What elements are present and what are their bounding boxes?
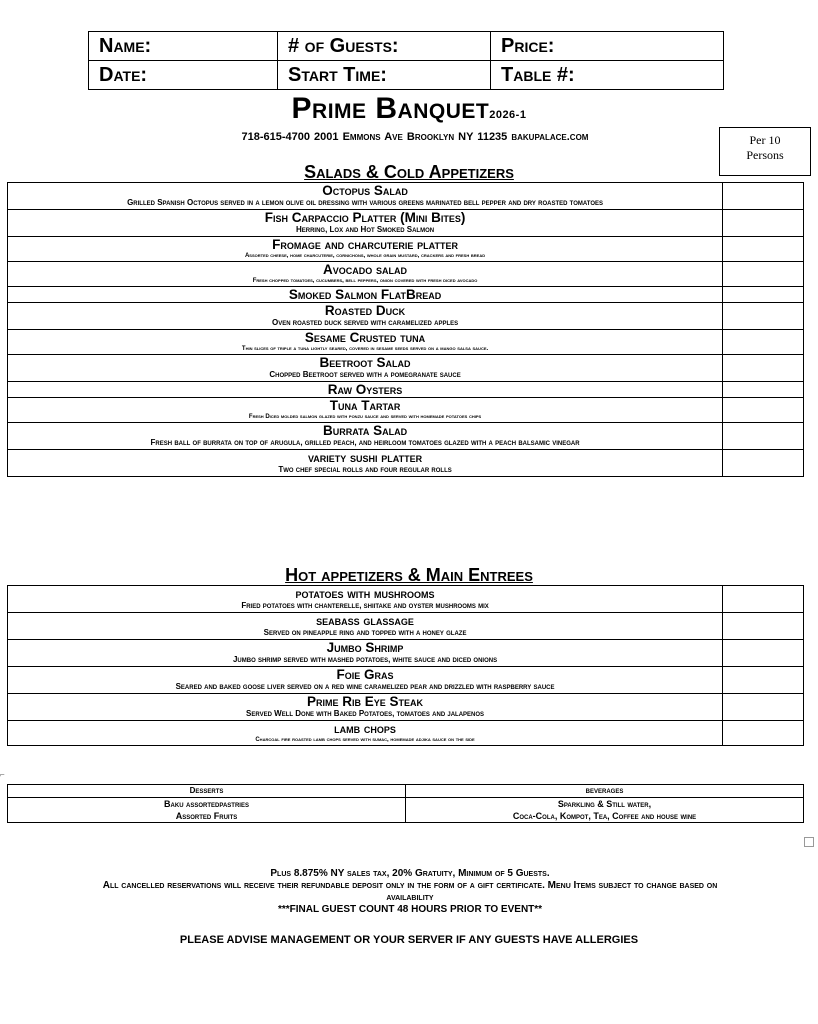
event-info-table xyxy=(88,31,724,90)
menu-item-description: Seared and baked goose liver served on a red wine caramelized pear and drizzled with raspberry sauce xyxy=(175,682,555,691)
menu-item-name: potatoes with mushrooms xyxy=(295,586,435,601)
menu-item xyxy=(8,262,723,287)
menu-item xyxy=(8,355,723,382)
desserts-header: Desserts xyxy=(8,785,406,798)
table-number-field[interactable]: Table #: xyxy=(491,61,724,90)
dessert-item: Assorted Fruits xyxy=(175,811,238,821)
menu-item xyxy=(8,450,723,477)
menu-item xyxy=(8,183,723,210)
price-cell[interactable] xyxy=(723,613,804,640)
footer-line: Plus 8.875% NY sales tax, 20% Gratuity, Minimum of 5 Guests. xyxy=(270,868,550,879)
menu-item-name: Jumbo Shrimp xyxy=(326,640,404,655)
menu-item xyxy=(8,330,723,355)
menu-row xyxy=(8,355,804,382)
menu-item-description: Jumbo shrimp served with mashed potatoes, white sauce and diced onions xyxy=(232,655,498,664)
price-cell[interactable] xyxy=(723,398,804,423)
menu-title xyxy=(0,92,818,126)
menu-row xyxy=(8,721,804,746)
desserts-beverages-table xyxy=(7,784,804,823)
menu-row xyxy=(8,423,804,450)
menu-row xyxy=(8,330,804,355)
menu-row xyxy=(8,382,804,398)
price-cell[interactable] xyxy=(723,330,804,355)
menu-item-description: Chopped Beetroot served with a pomegranate sauce xyxy=(269,370,461,379)
per-persons-line-2: Persons xyxy=(746,148,784,162)
beverages-header: beverages xyxy=(406,785,804,798)
footer-notes xyxy=(90,868,730,916)
menu-item-name: Avocado salad xyxy=(323,262,408,277)
menu-row xyxy=(8,613,804,640)
menu-item xyxy=(8,694,723,721)
menu-item xyxy=(8,382,723,398)
menu-item-description: Served on pineapple ring and topped with a honey glaze xyxy=(263,628,467,637)
menu-row xyxy=(8,210,804,237)
price-cell[interactable] xyxy=(723,210,804,237)
menu-item-description: Grilled Spanish Octopus served in a lemon olive oil dressing with various greens marinated bell pepper and dry roasted tomatoes xyxy=(127,198,604,207)
menu-item-name: Fish Carpaccio Platter (Mini Bites) xyxy=(264,210,466,225)
menu-item xyxy=(8,640,723,667)
beverage-item: Coca-Cola, Kompot, Tea, Coffee and house wine xyxy=(512,811,697,821)
menu-item-name: Tuna Tartar xyxy=(329,398,401,413)
price-cell[interactable] xyxy=(723,640,804,667)
per-persons-line-1: Per 10 xyxy=(749,133,781,147)
cold-menu-table xyxy=(7,182,804,477)
price-cell[interactable] xyxy=(723,382,804,398)
menu-row xyxy=(8,237,804,262)
menu-row xyxy=(8,694,804,721)
menu-item xyxy=(8,303,723,330)
price-cell[interactable] xyxy=(723,721,804,746)
price-cell[interactable] xyxy=(723,287,804,303)
menu-item-name: variety sushi platter xyxy=(307,450,423,465)
menu-item-description: Fresh chopped tomatoes, cucumbers, bell peppers, onion covered with fresh diced avocado xyxy=(252,278,478,284)
menu-row xyxy=(8,667,804,694)
start-time-field[interactable]: Start Time: xyxy=(278,61,491,90)
menu-item xyxy=(8,423,723,450)
cold-section-title: Salads & Cold Appetizers xyxy=(304,162,514,182)
menu-item-name: Smoked Salmon FlatBread xyxy=(288,287,442,302)
menu-item-description: Fresh ball of burrata on top of arugula, grilled peach, and heirloom tomatoes glazed with a peach balsamic vinegar xyxy=(150,438,580,447)
menu-row xyxy=(8,586,804,613)
menu-item-name: lamb chops xyxy=(334,721,396,736)
menu-item-name: Beetroot Salad xyxy=(319,355,411,370)
menu-item xyxy=(8,613,723,640)
menu-item-description: Assorted cheese, home charcuterie, cornichons, whole grain mustard, crackers and fresh bread xyxy=(244,253,486,259)
menu-item xyxy=(8,586,723,613)
menu-item xyxy=(8,287,723,303)
price-cell[interactable] xyxy=(723,262,804,287)
price-cell[interactable] xyxy=(723,586,804,613)
menu-code: 2026-1 xyxy=(489,109,527,121)
price-cell[interactable] xyxy=(723,450,804,477)
menu-item xyxy=(8,237,723,262)
menu-item-name: Fromage and charcuterie platter xyxy=(272,237,458,252)
beverage-item: Sparkling & Still water, xyxy=(557,799,652,809)
menu-item-description: Charcoal fire roasted lamb chops served with sumac, homemade adjika sauce on the side xyxy=(255,737,475,743)
dessert-item: Baku assortedpastries xyxy=(164,799,249,809)
menu-item-name: seabass glassage xyxy=(316,613,414,628)
name-field[interactable]: Name: xyxy=(89,32,278,61)
menu-item-name: Burrata Salad xyxy=(322,423,408,438)
menu-item xyxy=(8,398,723,423)
menu-item-description: Fresh Diced molded salmon glazed with ponzu sauce and served with homemade potatoes chips xyxy=(248,414,482,420)
menu-item xyxy=(8,721,723,746)
guests-field[interactable]: # of Guests: xyxy=(278,32,491,61)
menu-item-name: Sesame Crusted tuna xyxy=(304,330,426,345)
menu-item-description: Two chef special rolls and four regular rolls xyxy=(278,465,452,474)
menu-row xyxy=(8,287,804,303)
menu-item-name: Foie Gras xyxy=(336,667,394,682)
menu-item-description: Herring, Lox and Hot Smoked Salmon xyxy=(295,225,435,234)
menu-row xyxy=(8,303,804,330)
hot-section-title: Hot appetizers & Main Entrees xyxy=(285,565,533,585)
hot-menu-table xyxy=(7,585,804,746)
anchor-marker: ⌐ xyxy=(0,770,5,779)
footer-line: ***FINAL GUEST COUNT 48 HOURS PRIOR TO EVENT** xyxy=(277,904,543,915)
menu-row xyxy=(8,262,804,287)
menu-item-description: Served Well Done with Baked Potatoes, tomatoes and jalapenos xyxy=(246,709,485,718)
menu-item xyxy=(8,667,723,694)
contact-line: 718-615-4700 2001 Emmons Ave Brooklyn NY 11235 bakupalace.com xyxy=(241,131,589,143)
price-cell[interactable] xyxy=(723,667,804,694)
menu-item-description: Fried potatoes with chanterelle, shiitake and oyster mushrooms mix xyxy=(241,601,489,610)
menu-item-description: Thin slices of triple a tuna lightly seared, covered in sesame seeds served on a mango salsa sauce. xyxy=(241,346,489,352)
menu-title-text: Prime Banquet xyxy=(291,92,490,125)
menu-item-name: Raw Oysters xyxy=(327,382,403,397)
date-field[interactable]: Date: xyxy=(89,61,278,90)
price-cell[interactable] xyxy=(723,237,804,262)
menu-row xyxy=(8,450,804,477)
menu-item-name: Prime Rib Eye Steak xyxy=(307,694,424,709)
menu-row xyxy=(8,183,804,210)
menu-item-name: Roasted Duck xyxy=(324,303,406,318)
price-field[interactable]: Price: xyxy=(491,32,724,61)
menu-row xyxy=(8,640,804,667)
price-cell[interactable] xyxy=(723,303,804,330)
allergy-notice: PLEASE ADVISE MANAGEMENT OR YOUR SERVER IF ANY GUESTS HAVE ALLERGIES xyxy=(179,934,639,946)
menu-item-description: Oven roasted duck served with caramelized apples xyxy=(271,318,459,327)
price-cell[interactable] xyxy=(723,694,804,721)
menu-item xyxy=(8,210,723,237)
menu-item-name: Octopus Salad xyxy=(322,183,408,198)
price-cell[interactable] xyxy=(723,355,804,382)
price-cell[interactable] xyxy=(723,423,804,450)
footer-line: All cancelled reservations will receive their refundable deposit only in the form of a gift certificate. Menu Items subject to change based on availability xyxy=(102,880,718,903)
menu-row xyxy=(8,398,804,423)
price-cell[interactable] xyxy=(723,183,804,210)
resize-handle[interactable] xyxy=(804,837,814,847)
